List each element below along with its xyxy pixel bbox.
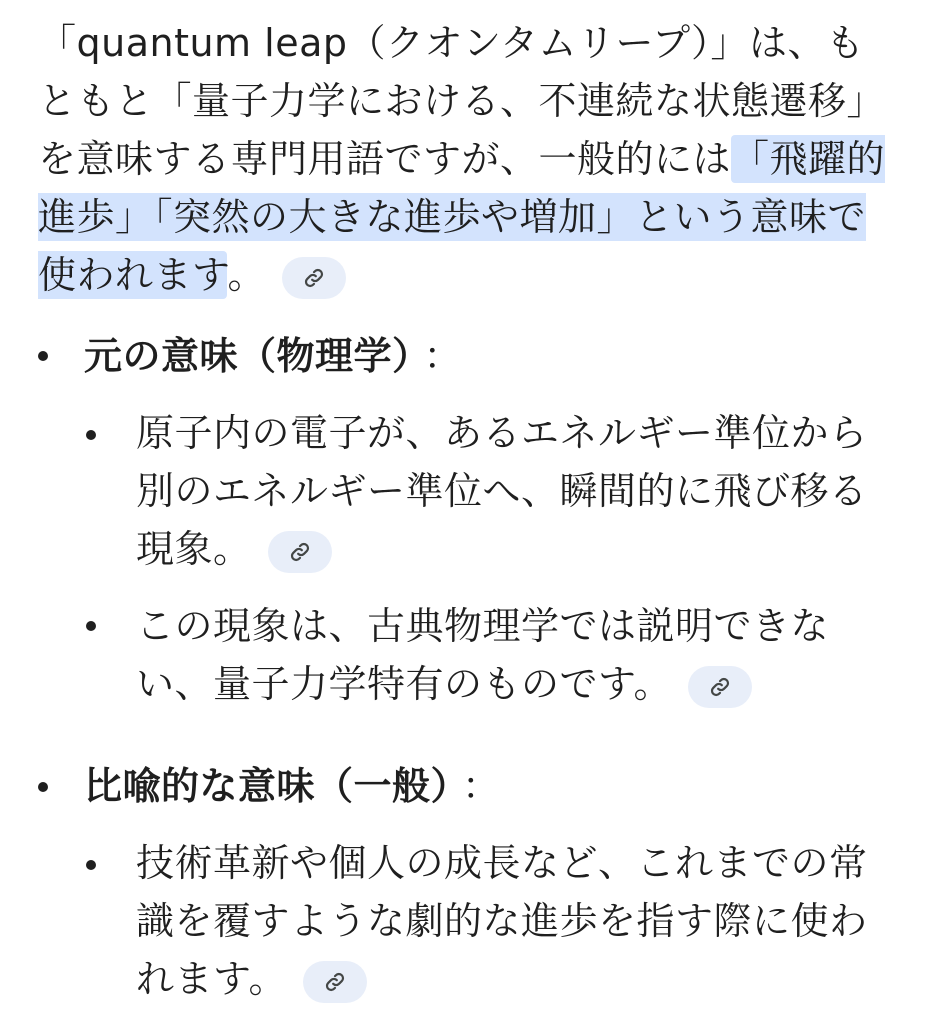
intro-period: 。 xyxy=(227,253,266,297)
link-icon xyxy=(709,676,731,698)
section-heading-physics xyxy=(84,327,462,385)
sub-bullet-dot xyxy=(86,430,96,440)
bullet-dot xyxy=(38,351,48,361)
intro-paragraph xyxy=(38,14,898,304)
sub-bullet-dot xyxy=(86,621,96,631)
citation-chip[interactable] xyxy=(688,666,752,708)
intro-highlighted-text[interactable]: 「飛躍的進歩」「突然の大きな進歩や増加」という意味で使われます xyxy=(38,137,886,297)
citation-chip[interactable] xyxy=(268,531,332,573)
citation-chip[interactable] xyxy=(303,961,367,1003)
list-item xyxy=(136,597,876,713)
citation-chip-intro[interactable] xyxy=(282,257,346,299)
list-item xyxy=(136,404,876,578)
section-heading-colon: ： xyxy=(462,764,501,808)
section-heading-colon: ： xyxy=(423,334,463,378)
sub-bullet-dot xyxy=(86,860,96,870)
list-item-text: この現象は、古典物理学では説明できない、量子力学特有のものです。 xyxy=(136,604,830,706)
link-icon xyxy=(324,971,346,993)
section-heading-figurative xyxy=(84,757,501,815)
link-icon xyxy=(303,267,325,289)
list-item-text: 原子内の電子が、あるエネルギー準位から別のエネルギー準位へ、瞬間的に飛び移る現象。 xyxy=(136,411,868,571)
section-heading-text: 元の意味（物理学） xyxy=(84,334,412,378)
list-item xyxy=(136,834,876,1008)
bullet-dot xyxy=(38,782,48,792)
section-heading-text: 比喩的な意味（一般） xyxy=(84,764,451,808)
list-item-text: 技術革新や個人の成長など、これまでの常識を覆すような劇的な進歩を指す際に使われます。 xyxy=(136,841,868,1001)
link-icon xyxy=(289,541,311,563)
intro-text: 「quantum leap（クオンタムリープ）」は、もともと「量子力学における、不連続な状態遷移」を意味する専門用語ですが、一般的には xyxy=(38,21,886,181)
